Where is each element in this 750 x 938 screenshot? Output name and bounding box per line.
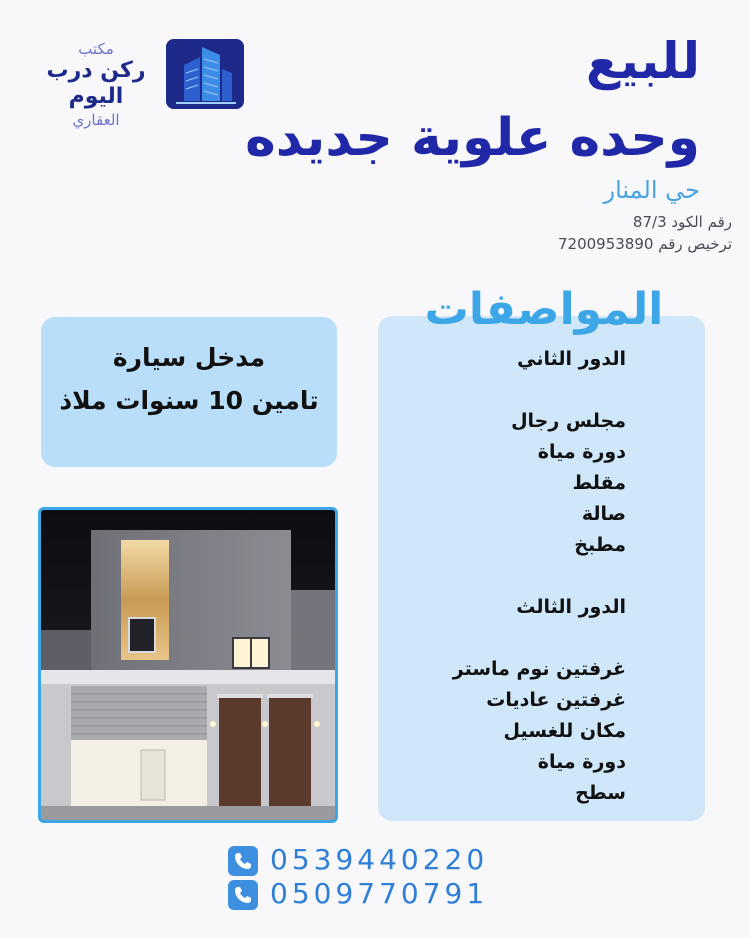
- feature-car-entrance: مدخل سيارة: [112, 343, 266, 372]
- code-number: رقم الكود 87/3: [632, 213, 732, 231]
- list-item: دورة مياة: [537, 441, 626, 463]
- phone-icon: [228, 880, 258, 910]
- list-item: مطبخ: [574, 534, 626, 556]
- floor3-title: الدور الثالث: [516, 596, 626, 618]
- district-label: حي المنار: [603, 176, 700, 204]
- unit-title: وحده علوية جديده: [245, 108, 700, 168]
- specs-list: [390, 344, 626, 809]
- logo-bottom-text: العقاري: [72, 111, 120, 129]
- floor2-title: الدور الثاني: [517, 348, 626, 370]
- logo-building-icon: [166, 39, 244, 109]
- list-item: دورة مياة: [537, 751, 626, 773]
- phone-icon: [228, 846, 258, 876]
- logo-main-text: ركن درب اليوم: [46, 58, 146, 109]
- feature-insurance: تامين 10 سنوات ملاذ: [59, 386, 319, 415]
- sale-title: للبيع: [585, 32, 700, 90]
- list-item: مجلس رجال: [511, 410, 626, 432]
- building-photo: [38, 507, 338, 823]
- list-item: غرفتين عاديات: [486, 689, 626, 711]
- phone-number-1[interactable]: 0539440220: [270, 843, 489, 876]
- logo-text: [30, 40, 162, 130]
- list-item: غرفتين نوم ماستر: [452, 658, 626, 680]
- list-item: مكان للغسيل: [503, 720, 626, 742]
- list-item: صالة: [581, 503, 626, 525]
- license-number: ترخيص رقم 7200953890: [558, 235, 732, 253]
- specs-heading: المواصفات: [424, 284, 664, 335]
- logo-top-text: مكتب: [78, 40, 114, 58]
- phone-number-2[interactable]: 0509770791: [270, 877, 489, 910]
- list-item: مقلط: [572, 472, 626, 494]
- list-item: سطح: [575, 782, 626, 804]
